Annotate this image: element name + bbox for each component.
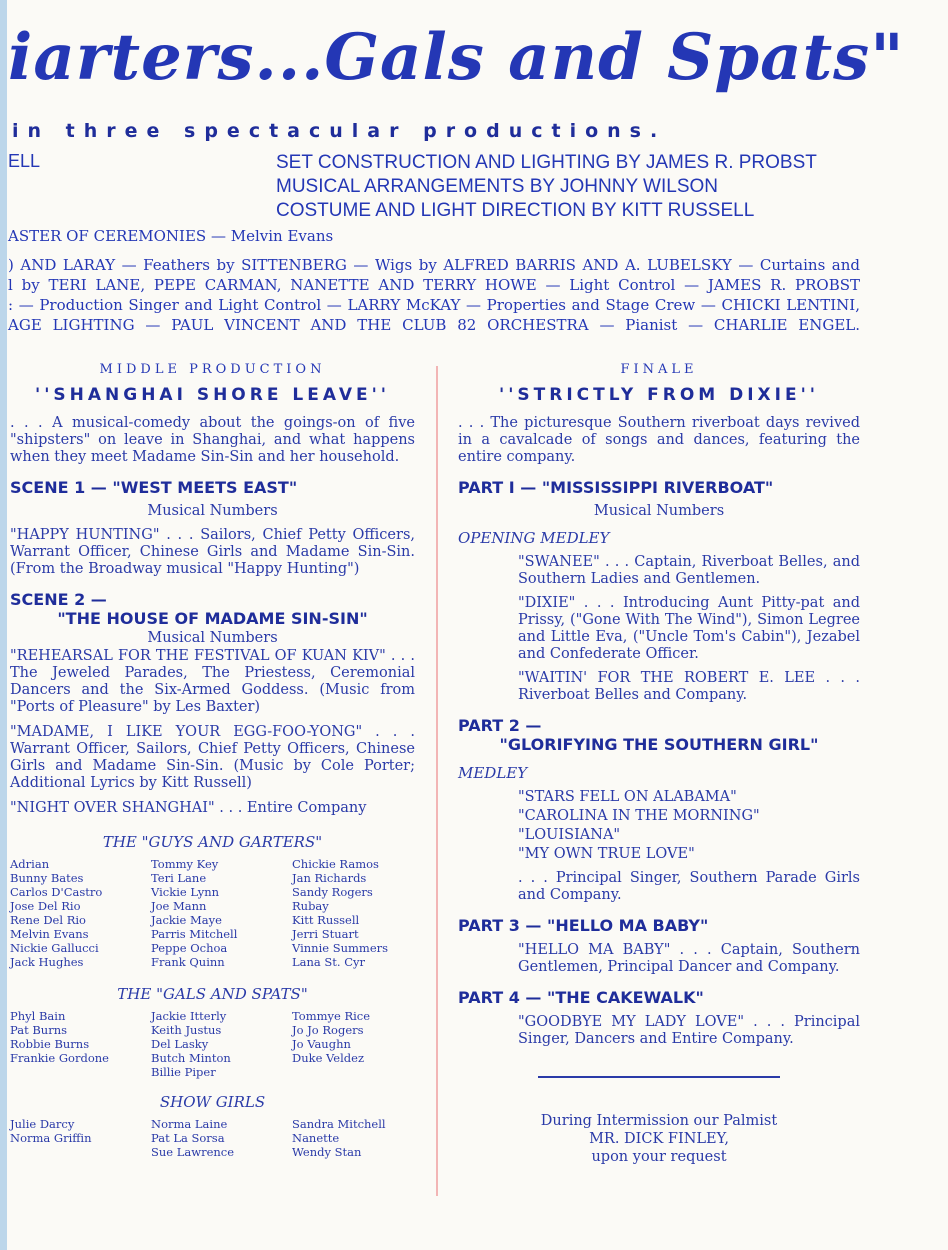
master-of-ceremonies: ASTER OF CEREMONIES — Melvin Evans [8,227,334,245]
cast-name: Jo Jo Rogers [292,1023,364,1037]
cast-name: Peppe Ochoa [151,941,228,955]
middle-production-column [10,362,415,1159]
staff-line: AGE LIGHTING — PAUL VINCENT AND THE CLUB 82 ORCHESTRA — Pianist — CHARLIE ENGEL. [8,316,860,334]
cast-name: Norma Griffin [10,1131,92,1145]
cast-name: Phyl Bain [10,1009,66,1023]
cast-name: Joe Mann [151,899,207,913]
cast-name: Vickie Lynn [151,885,220,899]
cast-name: Sandy Rogers [292,885,373,899]
cast-name: Tommy Key [151,857,219,871]
cast-name: Jerri Stuart [292,927,359,941]
cast-name: Jackie Maye [151,913,222,927]
cast-column [10,1009,151,1079]
musical-number: "WAITIN' FOR THE ROBERT E. LEE . . . Riverboat Belles and Company. [518,670,860,703]
musical-number: "REHEARSAL FOR THE FESTIVAL OF KUAN KIV" . . . The Jeweled Parades, The Priestess, Ceremonial Dancers and the Six-Armed Goddess. (Music from "Ports of Pleasure" by Les Baxter) [10,648,415,715]
decorative-rule [538,1076,780,1078]
cast-column [151,1009,292,1079]
intermission-line: MR. DICK FINLEY, [589,1131,729,1147]
part-title: PART 3 — "HELLO MA BABY" [458,916,709,935]
part-title: PART 4 — "THE CAKEWALK" [458,988,704,1007]
cast-name: Jan Richards [292,871,367,885]
cast-name: Billie Piper [151,1065,216,1079]
scene-title: SCENE 1 — "WEST MEETS EAST" [10,478,298,497]
cast-name: Frankie Gordone [10,1051,109,1065]
medley-heading: OPENING MEDLEY [458,529,610,547]
cast-name: Duke Veldez [292,1051,365,1065]
cast-list [10,1117,415,1159]
intermission-note [458,1112,860,1166]
cast-name: Keith Justus [151,1023,222,1037]
production-intro: . . . The picturesque Southern riverboat days revived in a cavalcade of songs and dances, featuring the entire company. [458,415,860,465]
cast-name: Rubay [292,899,329,913]
cast-name: Nanette [292,1131,340,1145]
scene-title: SCENE 2 — [10,590,107,609]
cast-column [151,1117,292,1159]
cast-name: Bunny Bates [10,871,84,885]
cast-group-title: THE "GALS AND SPATS" [117,985,308,1003]
musical-number: "GOODBYE MY LADY LOVE" . . . Principal Singer, Dancers and Entire Company. [518,1014,860,1047]
production-title: ''SHANGHAI SHORE LEAVE'' [34,385,391,405]
musical-numbers-heading: Musical Numbers [147,630,278,646]
cast-name: Pat Burns [10,1023,68,1037]
staff-credits [8,255,860,335]
cast-name: Kitt Russell [292,913,360,927]
cast-column [10,1117,151,1159]
cast-name: Nickie Gallucci [10,941,99,955]
cast-column [292,857,433,969]
song-title: "STARS FELL ON ALABAMA" [518,789,737,805]
medley-heading: MEDLEY [458,764,528,782]
staff-line: ) AND LARAY — Feathers by SITTENBERG — Wigs by ALFRED BARRIS AND A. LUBELSKY — Curtains and [8,256,860,274]
cast-name: Adrian [10,857,50,871]
cast-group-title: THE "GUYS AND GARTERS" [102,833,323,851]
production-intro: . . . A musical-comedy about the goings-on of five "shipsters" on leave in Shanghai, and what happens when they meet Madame Sin-Sin and her household. [10,415,415,465]
page-edge [0,0,7,1250]
production-title: ''STRICTLY FROM DIXIE'' [498,385,820,405]
cast-list [10,1009,415,1079]
musical-number: "SWANEE" . . . Captain, Riverboat Belles, and Southern Ladies and Gentlemen. [518,554,860,587]
cast-name: Carlos D'Castro [10,885,103,899]
staff-line: : — Production Singer and Light Control — LARRY McKAY — Properties and Stage Crew — CHICKI LENTINI, [8,296,860,314]
cast-name: Jose Del Rio [10,899,81,913]
cast-name: Tommye Rice [292,1009,371,1023]
cast-name: Vinnie Summers [292,941,389,955]
musical-number: "NIGHT OVER SHANGHAI" . . . Entire Company [10,800,367,816]
part-title: PART 2 — [458,716,542,735]
cast-name: Sandra Mitchell [292,1117,386,1131]
cast-group-title: SHOW GIRLS [159,1093,266,1111]
musical-number: "HELLO MA BABY" . . . Captain, Southern Gentlemen, Principal Dancer and Company. [518,942,860,975]
column-divider [436,366,438,1196]
cast-name: Jack Hughes [10,955,84,969]
program-title: iarters...Gals and Spats" [8,20,905,95]
cast-name: Jo Vaughn [292,1037,351,1051]
part-subtitle: "GLORIFYING THE SOUTHERN GIRL" [499,735,819,754]
cast-name: Wendy Stan [292,1145,362,1159]
cast-column [292,1117,433,1159]
song-title: "MY OWN TRUE LOVE" [518,846,695,862]
scene-subtitle: "THE HOUSE OF MADAME SIN-SIN" [57,609,368,628]
musical-number: "HAPPY HUNTING" . . . Sailors, Chief Petty Officers, Warrant Officer, Chinese Girls and Madame Sin-Sin. (From the Broadway musical "Happy Hunting") [10,527,415,577]
cast-name: Chickie Ramos [292,857,379,871]
cast-name: Parris Mitchell [151,927,238,941]
cast-name: Rene Del Rio [10,913,86,927]
program-subtitle: in three spectacular productions. [12,120,667,142]
staff-line: l by TERI LANE, PEPE CARMAN, NANETTE AND TERRY HOWE — Light Control — JAMES R. PROBST [8,276,860,294]
cast-column [292,1009,433,1079]
credit-line: MUSICAL ARRANGEMENTS BY JOHNNY WILSON [276,176,719,197]
intermission-line: upon your request [591,1149,727,1165]
song-title: "CAROLINA IN THE MORNING" [518,808,760,824]
production-credits [276,151,817,223]
section-label: FINALE [620,362,698,377]
cast-name: Sue Lawrence [151,1145,235,1159]
cast-name: Butch Minton [151,1051,231,1065]
cast-name: Pat La Sorsa [151,1131,225,1145]
cast-name: Julie Darcy [10,1117,75,1131]
cast-column [151,857,292,969]
cast-column [10,857,151,969]
part-title: PART I — "MISSISSIPPI RIVERBOAT" [458,478,774,497]
section-label: MIDDLE PRODUCTION [99,362,326,377]
musical-number: "DIXIE" . . . Introducing Aunt Pitty-pat and Prissy, ("Gone With The Wind"), Simon Legree and Little Eva, ("Uncle Tom's Cabin"), Jezabel and Confederate Officer. [518,595,860,662]
cast-list [10,857,415,969]
cast-name: Melvin Evans [10,927,89,941]
musical-number: "MADAME, I LIKE YOUR EGG-FOO-YONG" . . . Warrant Officer, Sailors, Chief Petty Officers, Chinese Girls and Madame Sin-Sin. (Music by Cole Porter; Additional Lyrics by Kitt Russell) [10,724,415,791]
cast-name: Norma Laine [151,1117,228,1131]
cast-name: Jackie Itterly [151,1009,227,1023]
cast-name: Del Lasky [151,1037,209,1051]
musical-numbers-heading: Musical Numbers [147,503,278,519]
finale-column [458,362,860,1166]
cast-name: Lana St. Cyr [292,955,366,969]
intermission-line: During Intermission our Palmist [540,1113,778,1129]
cast-name: Teri Lane [151,871,207,885]
musical-numbers-heading: Musical Numbers [593,503,725,519]
performers: . . . Principal Singer, Southern Parade Girls and Company. [518,870,860,903]
credit-line: COSTUME AND LIGHT DIRECTION BY KITT RUSSELL [276,200,755,221]
cast-name: Robbie Burns [10,1037,90,1051]
credit-line: SET CONSTRUCTION AND LIGHTING BY JAMES R. PROBST [276,152,817,173]
cast-name: Frank Quinn [151,955,225,969]
credit-left-fragment: ELL [8,151,41,171]
song-title: "LOUISIANA" [518,827,621,843]
